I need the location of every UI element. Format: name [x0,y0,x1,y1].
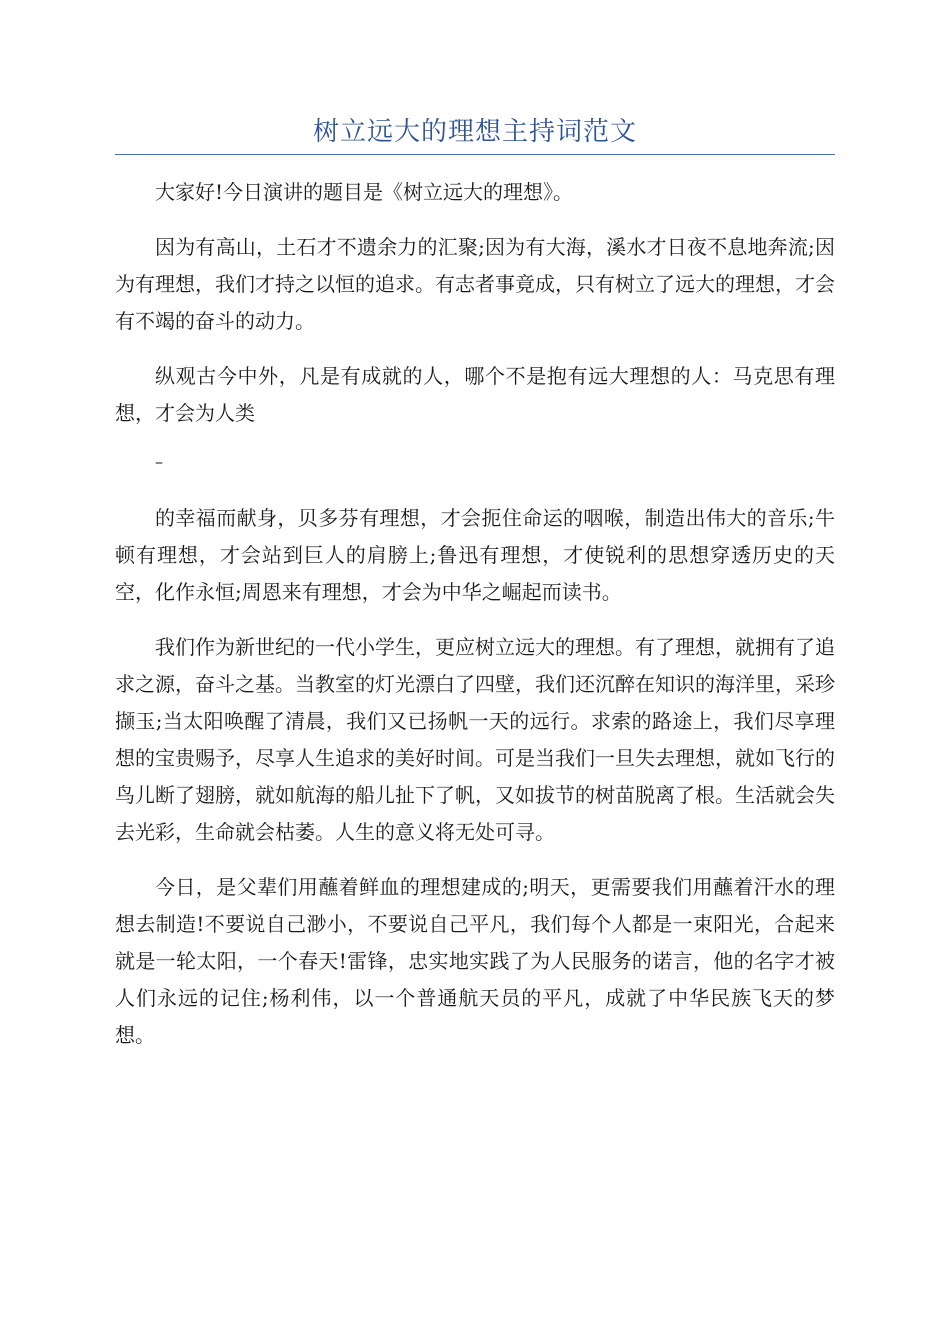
paragraph-today: 今日，是父辈们用蘸着鲜血的理想建成的;明天，更需要我们用蘸着汗水的理想去制造!不要说自己渺小，不要说自己平凡，我们每个人都是一束阳光，合起来就是一轮太阳，一个春天!雷锋，忠实地实践了为人民服务的诺言，他的名字才被人们永远的记住;杨利伟，以一个普通航天员的平凡，成就了中华民族飞天的梦想。 [115,875,835,1047]
paragraph-history-continued: 的幸福而献身，贝多芬有理想，才会扼住命运的咽喉，制造出伟大的音乐;牛顿有理想，才会站到巨人的肩膀上;鲁迅有理想，才使锐利的思想穿透历史的天空，化作永恒;周恩来有理想，才会为中华之崛起而读书。 [115,506,835,604]
page-break-mark: – [155,452,163,471]
document-title: 树立远大的理想主持词范文 [312,117,637,147]
document-body [115,174,835,1072]
paragraph-greeting: 大家好!今日演讲的题目是《树立远大的理想》。 [155,180,574,204]
paragraph-mountains: 因为有高山，土石才不遗余力的汇聚;因为有大海，溪水才日夜不息地奔流;因为有理想，我们才持之以恒的追求。有志者事竟成，只有树立了远大的理想，才会有不竭的奋斗的动力。 [115,235,835,333]
paragraph-students: 我们作为新世纪的一代小学生，更应树立远大的理想。有了理想，就拥有了追求之源，奋斗之基。当教室的灯光漂白了四壁，我们还沉醉在知识的海洋里，采珍撷玉;当太阳唤醒了清晨，我们又已扬帆一天的远行。求索的路途上，我们尽享理想的宝贵赐予，尽享人生追求的美好时间。可是当我们一旦失去理想，就如飞行的鸟儿断了翅膀，就如航海的船儿扯下了帆，又如拔节的树苗脱离了根。生活就会失去光彩，生命就会枯萎。人生的意义将无处可寻。 [115,635,835,844]
paragraph-history-start: 纵观古今中外，凡是有成就的人，哪个不是抱有远大理想的人：马克思有理想，才会为人类 [115,364,835,425]
title-underline [115,154,835,155]
